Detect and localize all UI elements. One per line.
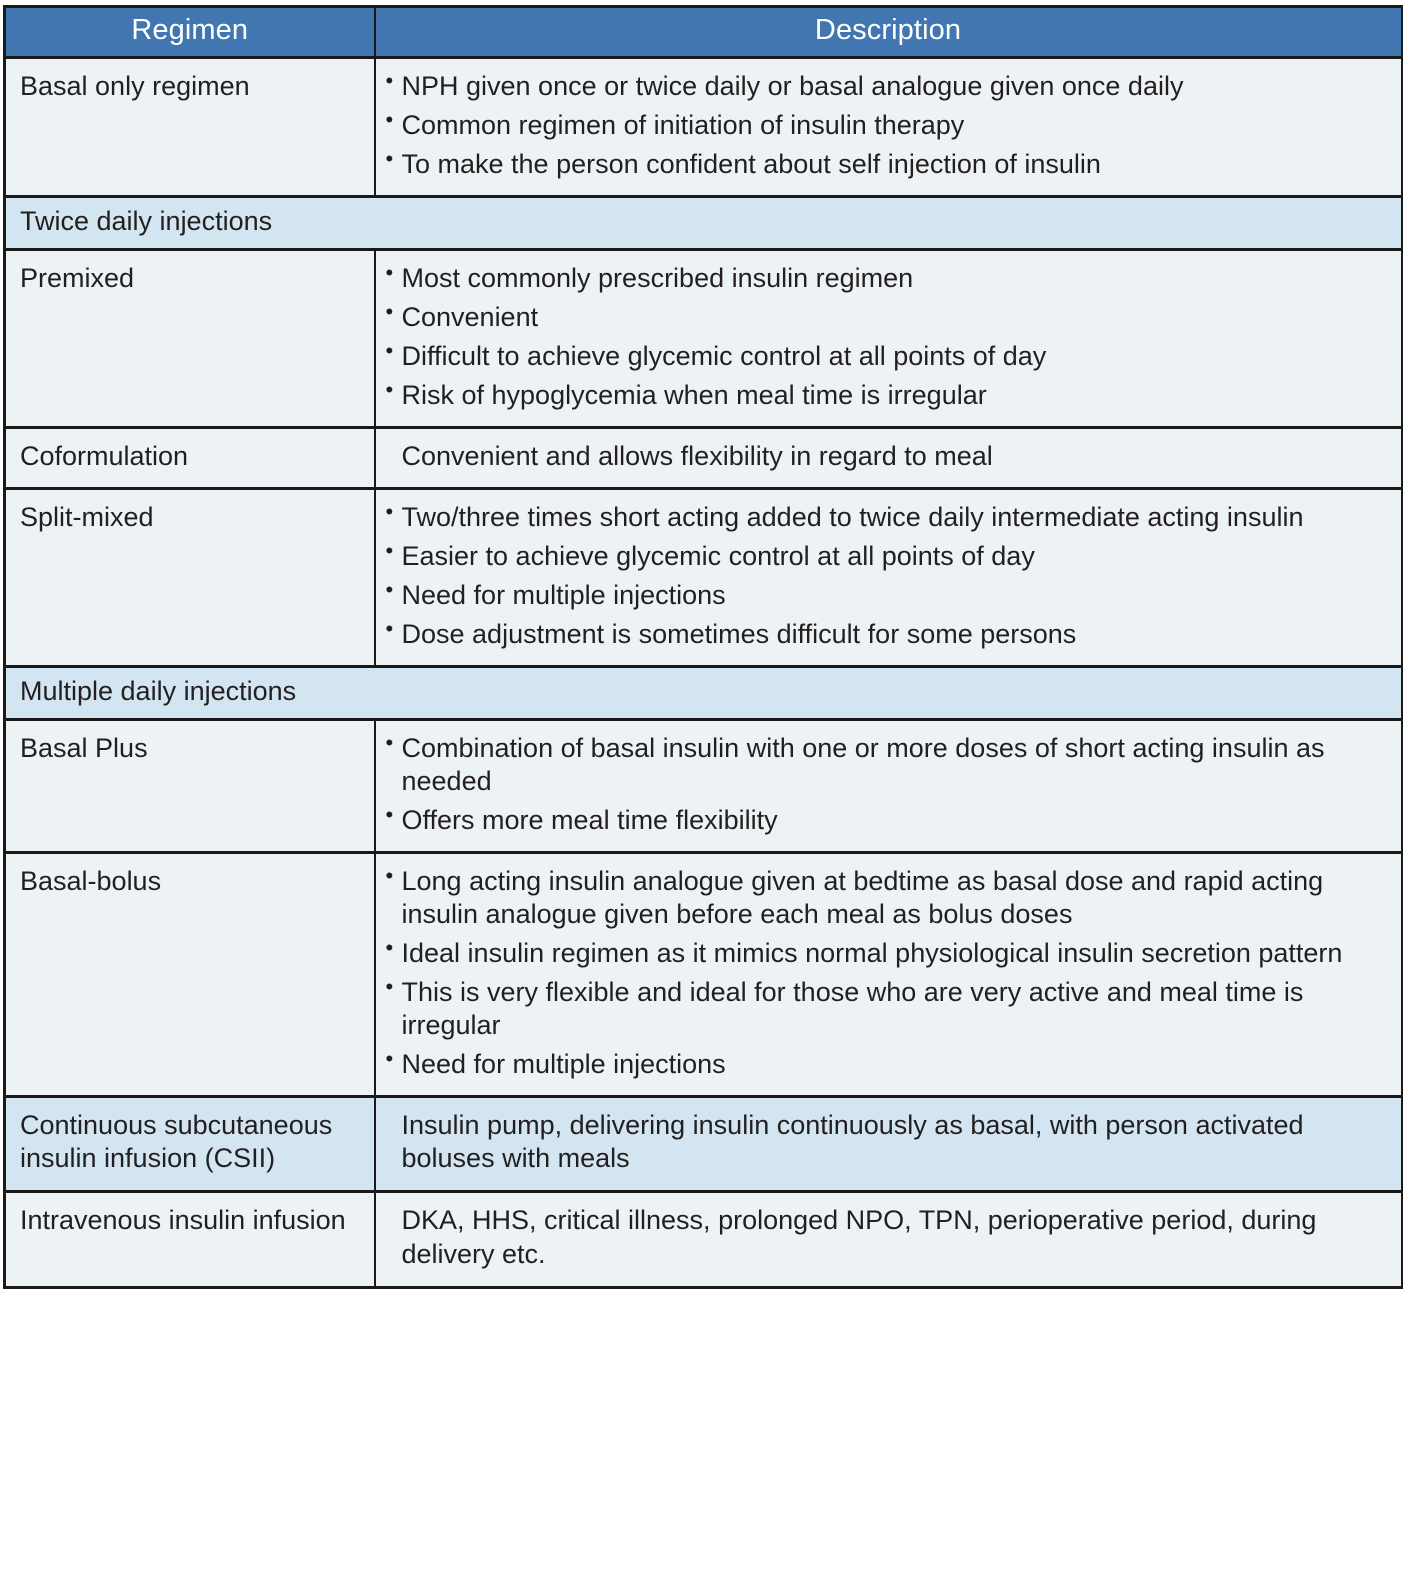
table-row [5,852,1402,1096]
description-cell [375,427,1402,489]
description-bullet-list [384,70,1391,181]
description-cell [375,1096,1402,1192]
description-bullet-item: • Most commonly prescribed insulin regimen [384,262,1391,295]
regimen-cell [5,58,375,197]
regimen-cell [5,249,375,427]
description-bullet-item: • Easier to achieve glycemic control at all points of day [384,540,1391,573]
description-bullet-item: • Dose adjustment is sometimes difficult for some persons [384,618,1391,651]
table-body [5,58,1402,1288]
description-bullet-item: • To make the person confident about self injection of insulin [384,148,1391,181]
description-text: Insulin pump, delivering insulin continuously as basal, with person activated boluses with meals [401,1109,1304,1174]
section-label: Multiple daily injections [5,667,1402,720]
regimen-name: Basal Plus [20,733,148,764]
description-bullet-item: • Difficult to achieve glycemic control at all points of day [384,340,1391,373]
regimen-cell [5,720,375,853]
regimen-name: Basal only regimen [20,71,250,101]
description-cell [375,489,1402,667]
table-section-row [5,667,1402,720]
description-bullet-list [384,865,1391,1081]
table-header [5,7,1402,58]
table-row [5,427,1402,489]
table-row [5,58,1402,197]
regimen-name: Coformulation [20,440,189,471]
description-bullet-item: • Need for multiple injections [384,579,1391,612]
description-bullet-item: • Common regimen of initiation of insulin therapy [384,109,1391,142]
header-row [5,7,1402,58]
regimen-name: Split-mixed [20,502,154,533]
description-bullet-item: • Combination of basal insulin with one or more doses of short acting insulin as needed [384,732,1391,798]
column-header-description: Description [375,7,1402,58]
description-bullet-item: • Offers more meal time flexibility [384,804,1391,837]
description-bullet-item: • Long acting insulin analogue given at bedtime as basal dose and rapid acting insulin analogue given before each meal as bolus doses [384,865,1391,931]
table-row [5,1192,1402,1288]
section-label: Twice daily injections [5,196,1402,249]
description-cell [375,852,1402,1096]
regimen-cell [5,1096,375,1192]
description-text: DKA, HHS, critical illness, prolonged NPO, TPN, perioperative period, during delivery etc. [401,1205,1317,1269]
table-section-row [5,196,1402,249]
description-cell [375,249,1402,427]
description-cell [375,58,1402,197]
regimen-cell [5,852,375,1096]
regimen-name: Continuous subcutaneous insulin infusion (CSII) [20,1109,333,1174]
insulin-regimen-table [3,5,1403,1289]
description-text: Convenient and allows flexibility in regard to meal [401,440,993,471]
description-bullet-item: • Convenient [384,301,1391,334]
description-bullet-list [384,501,1391,651]
description-bullet-item: • NPH given once or twice daily or basal analogue given once daily [384,70,1391,103]
regimen-cell [5,489,375,667]
description-cell [375,1192,1402,1288]
description-bullet-item: • Need for multiple injections [384,1048,1391,1081]
description-bullet-item: • Risk of hypoglycemia when meal time is irregular [384,379,1391,412]
description-bullet-item: • Ideal insulin regimen as it mimics normal physiological insulin secretion pattern [384,937,1391,970]
description-bullet-list [384,732,1391,837]
description-cell [375,720,1402,853]
table-row [5,1096,1402,1192]
column-header-regimen: Regimen [5,7,375,58]
table-row [5,489,1402,667]
description-bullet-list [384,262,1391,412]
description-bullet-item: • Two/three times short acting added to twice daily intermediate acting insulin [384,501,1391,534]
regimen-name: Intravenous insulin infusion [20,1205,346,1235]
regimen-cell [5,427,375,489]
description-bullet-item: • This is very flexible and ideal for those who are very active and meal time is irregular [384,976,1391,1042]
regimen-name: Premixed [20,262,135,293]
regimen-name: Basal-bolus [20,865,162,896]
table-row [5,249,1402,427]
regimen-cell [5,1192,375,1288]
table-row [5,720,1402,853]
